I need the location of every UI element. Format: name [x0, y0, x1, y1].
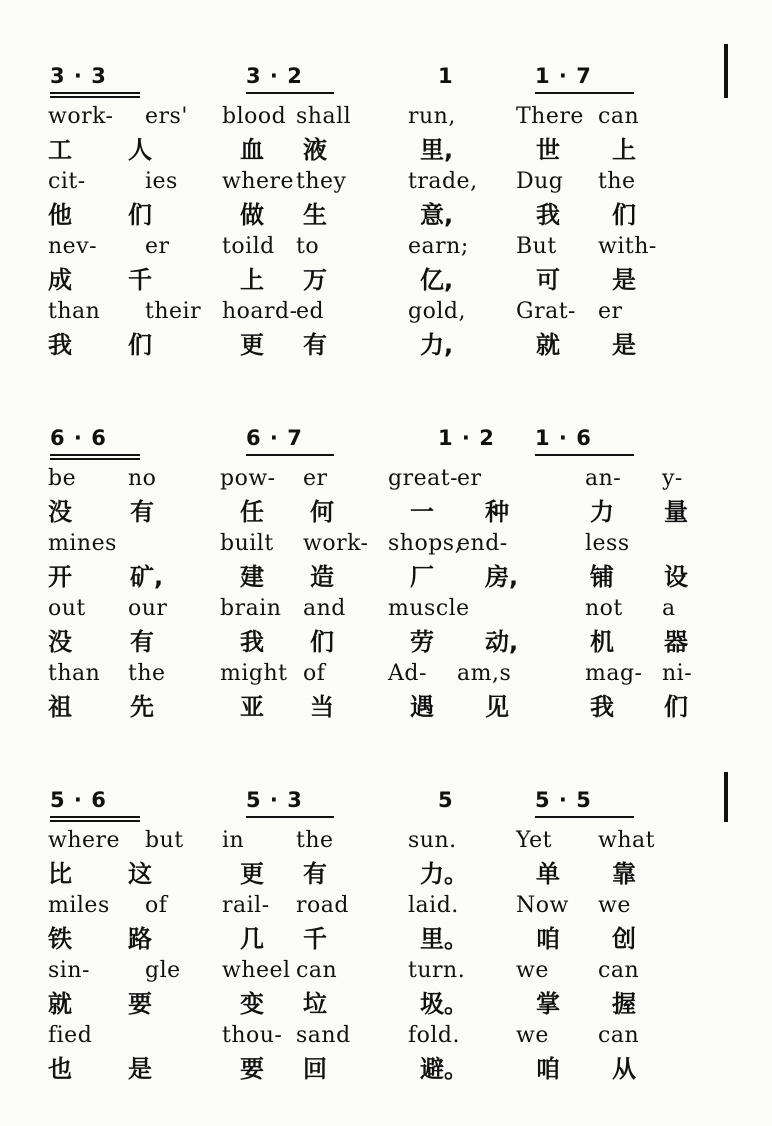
beat-underline	[535, 92, 634, 94]
lyric-word: 上	[240, 265, 264, 294]
beat-underline	[50, 816, 140, 818]
lyric-word: no	[128, 466, 157, 491]
lyric-word: 圾。	[420, 989, 468, 1018]
lyric-word: less	[585, 531, 630, 556]
lyric-word: 我	[240, 627, 264, 656]
lyric-word: 千	[128, 265, 152, 294]
lyric-word: 避。	[420, 1054, 468, 1083]
lyric-word: 掌	[536, 989, 560, 1018]
lyric-word: shops,	[388, 531, 463, 556]
lyric-word: an-	[585, 466, 622, 491]
lyric-line-chinese	[0, 562, 772, 594]
lyric-word: a	[662, 596, 676, 621]
lyric-word: am,s	[457, 661, 512, 686]
lyric-word: be	[48, 466, 77, 491]
lyric-word: 可	[536, 265, 560, 294]
lyric-word: and	[303, 596, 346, 621]
lyric-word: 矿,	[130, 562, 164, 591]
lyric-word: There	[516, 104, 584, 129]
lyric-word: 意,	[420, 200, 454, 229]
lyric-word: in	[222, 828, 245, 853]
lyric-word: 咱	[536, 924, 560, 953]
lyric-word: fied	[48, 1023, 93, 1048]
lyric-word: mines	[48, 531, 117, 556]
lyric-word: work-	[303, 531, 369, 556]
lyric-word: 要	[128, 989, 152, 1018]
lyric-line-chinese	[0, 627, 772, 659]
lyric-word: than	[48, 299, 101, 324]
lyric-word: might	[220, 661, 288, 686]
lyric-word: 机	[590, 627, 614, 656]
lyric-word: ies	[145, 169, 178, 194]
lyric-word: 力,	[420, 330, 454, 359]
lyric-word: brain	[220, 596, 282, 621]
lyric-word: shall	[296, 104, 352, 129]
lyric-word: gold,	[408, 299, 466, 324]
notation-row	[0, 62, 772, 96]
lyric-word: to	[296, 234, 320, 259]
jianpu-note: 5	[438, 788, 454, 812]
jianpu-note: 3 · 2	[246, 64, 303, 88]
jianpu-note: 1 · 7	[535, 64, 592, 88]
lyric-word: 们	[128, 200, 152, 229]
lyric-word: 我	[536, 200, 560, 229]
lyric-word: the	[296, 828, 334, 853]
lyric-word: they	[296, 169, 347, 194]
lyric-word: miles	[48, 893, 110, 918]
lyric-line-english	[0, 529, 772, 561]
notation-row	[0, 424, 772, 458]
lyric-word: 当	[310, 692, 334, 721]
lyric-line-chinese	[0, 1054, 772, 1086]
lyric-word: er	[303, 466, 328, 491]
lyric-word: er	[598, 299, 623, 324]
lyric-word: ers'	[145, 104, 188, 129]
lyric-word: 量	[664, 497, 688, 526]
lyric-word: blood	[222, 104, 287, 129]
lyric-word: 工	[48, 135, 72, 164]
lyric-word: can	[598, 1023, 640, 1048]
lyric-word: our	[128, 596, 168, 621]
lyric-word: we	[598, 893, 631, 918]
lyric-line-english	[0, 826, 772, 858]
lyric-word: pow-	[220, 466, 276, 491]
lyric-word: 也	[48, 1054, 72, 1083]
lyric-word: mag-	[585, 661, 643, 686]
lyric-word: 千	[303, 924, 327, 953]
jianpu-note: 6 · 7	[246, 426, 303, 450]
lyric-word: sand	[296, 1023, 351, 1048]
beat-underline	[246, 816, 334, 818]
lyric-line-english	[0, 167, 772, 199]
lyric-word: 器	[664, 627, 688, 656]
lyric-line-chinese	[0, 265, 772, 297]
lyric-word: 们	[612, 200, 636, 229]
lyric-word: 有	[130, 497, 154, 526]
lyric-word: turn.	[408, 958, 466, 983]
lyric-word: 何	[310, 497, 334, 526]
lyric-word: 没	[48, 627, 72, 656]
jianpu-note: 1 · 6	[535, 426, 592, 450]
jianpu-note: 5 · 5	[535, 788, 592, 812]
lyric-word: 我	[48, 330, 72, 359]
lyric-word: 回	[303, 1054, 327, 1083]
jianpu-note: 5 · 3	[246, 788, 303, 812]
lyric-word: 生	[303, 200, 327, 229]
lyric-word: 铁	[48, 924, 72, 953]
lyric-word: 是	[128, 1054, 152, 1083]
lyric-word: 万	[303, 265, 327, 294]
lyric-word: 亿,	[420, 265, 454, 294]
lyric-word: the	[598, 169, 636, 194]
lyric-word: rail-	[222, 893, 270, 918]
lyric-word: of	[145, 893, 168, 918]
bar-line	[724, 44, 728, 98]
lyric-word: 成	[48, 265, 72, 294]
lyric-line-chinese	[0, 989, 772, 1021]
lyric-word: 比	[48, 859, 72, 888]
lyric-word: of	[303, 661, 326, 686]
lyric-word: can	[598, 958, 640, 983]
lyric-line-english	[0, 464, 772, 496]
lyric-word: sin-	[48, 958, 90, 983]
lyric-word: ed	[296, 299, 325, 324]
bar-line	[724, 772, 728, 822]
lyric-line-chinese	[0, 200, 772, 232]
lyric-word: er	[457, 466, 482, 491]
lyric-word: work-	[48, 104, 114, 129]
lyric-word: earn;	[408, 234, 469, 259]
lyric-word: 见	[485, 692, 509, 721]
lyric-word: 这	[128, 859, 152, 888]
beat-underline	[50, 92, 140, 94]
lyric-word: 动,	[485, 627, 519, 656]
lyric-word: 更	[240, 859, 264, 888]
lyric-word: where	[222, 169, 295, 194]
lyric-word: built	[220, 531, 274, 556]
notation-row	[0, 786, 772, 820]
lyric-word: run,	[408, 104, 456, 129]
lyric-word: great-	[388, 466, 459, 491]
lyric-word: than	[48, 661, 101, 686]
lyric-line-english	[0, 594, 772, 626]
lyric-word: 遇	[410, 692, 434, 721]
jianpu-note: 3 · 3	[50, 64, 107, 88]
lyric-word: where	[48, 828, 121, 853]
lyric-word: 亚	[240, 692, 264, 721]
lyric-word: 厂	[410, 562, 434, 591]
lyric-word: 就	[536, 330, 560, 359]
lyric-word: 们	[128, 330, 152, 359]
lyric-line-chinese	[0, 859, 772, 891]
lyric-word: hoard-	[222, 299, 298, 324]
lyric-word: not	[585, 596, 623, 621]
lyric-line-english	[0, 297, 772, 329]
lyric-word: gle	[145, 958, 181, 983]
lyric-word: wheel	[222, 958, 291, 983]
beat-underline	[50, 454, 140, 456]
lyric-word: their	[145, 299, 202, 324]
lyric-line-english	[0, 956, 772, 988]
lyric-word: 们	[664, 692, 688, 721]
beat-underline	[50, 96, 140, 98]
lyric-word: 咱	[536, 1054, 560, 1083]
lyric-word: laid.	[408, 893, 459, 918]
beat-underline	[246, 92, 334, 94]
lyric-word: 更	[240, 330, 264, 359]
lyric-word: 做	[240, 200, 264, 229]
lyric-word: out	[48, 596, 86, 621]
lyric-word: can	[598, 104, 640, 129]
lyric-line-english	[0, 1021, 772, 1053]
lyric-word: 创	[612, 924, 636, 953]
lyric-word: 要	[240, 1054, 264, 1083]
lyric-word: 单	[536, 859, 560, 888]
lyric-word: sun.	[408, 828, 457, 853]
lyric-word: 人	[128, 135, 152, 164]
lyric-word: with-	[598, 234, 657, 259]
lyric-word: 世	[536, 135, 560, 164]
lyric-word: toild	[222, 234, 275, 259]
lyric-word: muscle	[388, 596, 470, 621]
lyric-word: 靠	[612, 859, 636, 888]
lyric-word: 垃	[303, 989, 327, 1018]
lyric-word: y-	[662, 466, 683, 491]
lyric-word: end-	[457, 531, 508, 556]
lyric-word: trade,	[408, 169, 478, 194]
lyric-word: we	[516, 1023, 549, 1048]
lyric-word: cit-	[48, 169, 86, 194]
lyric-word: thou-	[222, 1023, 283, 1048]
lyric-word: 液	[303, 135, 327, 164]
lyric-word: 路	[128, 924, 152, 953]
lyric-word: 几	[240, 924, 264, 953]
lyric-word: can	[296, 958, 338, 983]
beat-underline	[535, 454, 634, 456]
lyric-word: 是	[612, 265, 636, 294]
jianpu-note: 1	[438, 64, 454, 88]
lyric-word: 种	[485, 497, 509, 526]
lyric-word: road	[296, 893, 349, 918]
jianpu-note: 6 · 6	[50, 426, 107, 450]
lyric-word: 是	[612, 330, 636, 359]
lyric-word: 就	[48, 989, 72, 1018]
lyric-line-english	[0, 659, 772, 691]
lyric-word: the	[128, 661, 166, 686]
lyric-line-chinese	[0, 330, 772, 362]
lyric-word: 有	[303, 330, 327, 359]
jianpu-note: 5 · 6	[50, 788, 107, 812]
lyric-word: 任	[240, 497, 264, 526]
lyric-word: 祖	[48, 692, 72, 721]
lyric-word: Now	[516, 893, 569, 918]
lyric-word: 先	[130, 692, 154, 721]
lyric-word: 握	[612, 989, 636, 1018]
lyric-word: Grat-	[516, 299, 576, 324]
lyric-line-english	[0, 232, 772, 264]
lyric-word: 们	[310, 627, 334, 656]
lyric-word: Dug	[516, 169, 564, 194]
lyric-word: 我	[590, 692, 614, 721]
lyric-word: 劳	[410, 627, 434, 656]
beat-underline	[246, 454, 334, 456]
lyric-word: 他	[48, 200, 72, 229]
beat-underline	[535, 816, 634, 818]
lyric-word: 变	[240, 989, 264, 1018]
lyric-word: 房,	[485, 562, 519, 591]
lyric-word: 一	[410, 497, 434, 526]
lyric-word: 里。	[420, 924, 468, 953]
lyric-word: what	[598, 828, 655, 853]
lyric-word: ni-	[662, 661, 693, 686]
lyric-word: but	[145, 828, 184, 853]
lyric-line-chinese	[0, 692, 772, 724]
lyric-line-chinese	[0, 924, 772, 956]
lyric-word: 铺	[590, 562, 614, 591]
lyric-word: 开	[48, 562, 72, 591]
lyric-line-english	[0, 102, 772, 134]
lyric-word: nev-	[48, 234, 98, 259]
lyric-word: 力	[590, 497, 614, 526]
lyric-word: fold.	[408, 1023, 460, 1048]
lyric-word: 血	[240, 135, 264, 164]
lyric-word: we	[516, 958, 549, 983]
lyric-word: 建	[240, 562, 264, 591]
lyric-line-chinese	[0, 497, 772, 529]
lyric-word: 力。	[420, 859, 468, 888]
jianpu-note: 1 · 2	[438, 426, 495, 450]
beat-underline	[50, 458, 140, 460]
lyric-word: 有	[130, 627, 154, 656]
lyric-line-english	[0, 891, 772, 923]
lyric-word: 有	[303, 859, 327, 888]
lyric-word: 里,	[420, 135, 454, 164]
lyric-word: er	[145, 234, 170, 259]
lyric-word: 造	[310, 562, 334, 591]
lyric-word: 从	[612, 1054, 636, 1083]
lyric-word: Ad-	[388, 661, 427, 686]
lyric-word: 设	[664, 562, 688, 591]
lyric-word: But	[516, 234, 557, 259]
lyric-word: 没	[48, 497, 72, 526]
lyric-word: Yet	[516, 828, 552, 853]
lyric-word: 上	[612, 135, 636, 164]
beat-underline	[50, 820, 140, 822]
lyric-line-chinese	[0, 135, 772, 167]
